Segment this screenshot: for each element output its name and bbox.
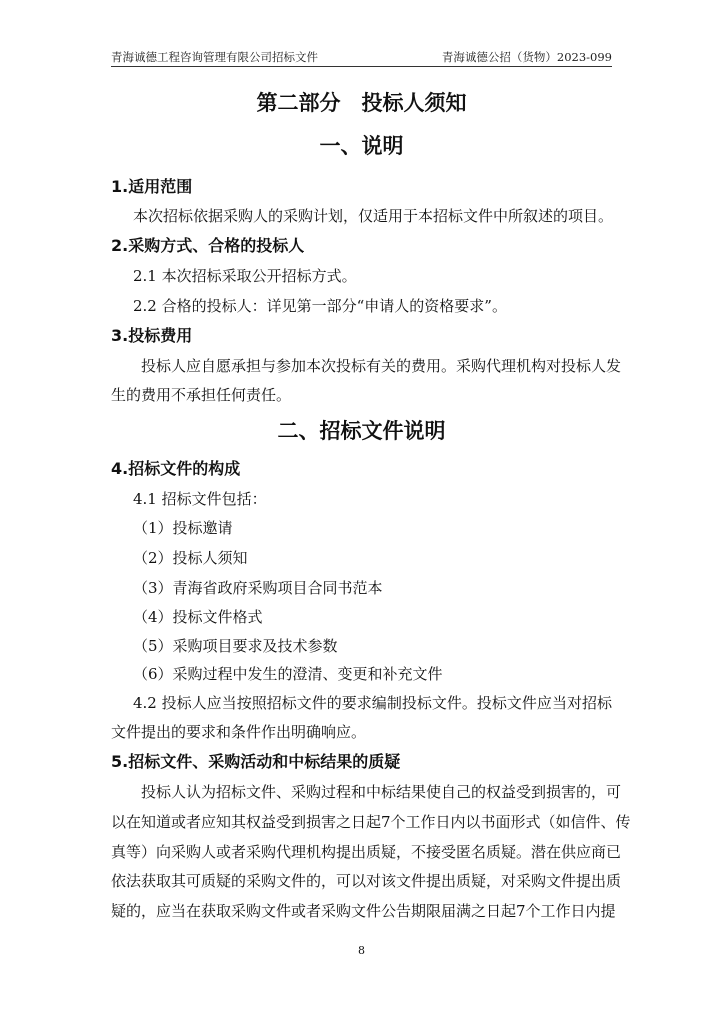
paragraph-line: 依法获取其可质疑的采购文件的，可以对该文件提出质疑，对采购文件提出质 <box>111 872 622 890</box>
part-title: 第二部分 投标人须知 <box>256 90 467 115</box>
section-title-1: 一、说明 <box>319 133 404 158</box>
heading-4: 4.招标文件的构成 <box>111 459 241 478</box>
header-company: 青海诚德工程咨询管理有限公司招标文件 <box>111 50 318 64</box>
paragraph-line: 以在知道或者应知其权益受到损害之日起7个工作日内以书面形式（如信件、传 <box>111 813 631 831</box>
paragraph-line: 疑的，应当在获取采购文件或者采购文件公告期限届满之日起7个工作日内提 <box>111 902 616 920</box>
heading-5: 5.招标文件、采购活动和中标结果的质疑 <box>111 752 401 771</box>
list-item: （6）采购过程中发生的澄清、变更和补充文件 <box>133 665 443 683</box>
paragraph-line: 投标人认为招标文件、采购过程和中标结果使自己的权益受到损害的，可 <box>141 783 622 801</box>
paragraph-line: 4.2 投标人应当按照招标文件的要求编制投标文件。投标文件应当对招标 <box>133 694 612 712</box>
paragraph: 2.1 本次招标采取公开招标方式。 <box>133 267 357 285</box>
heading-3: 3.投标费用 <box>111 326 193 345</box>
header-doc-number: 青海诚德公招（货物）2023-099 <box>441 50 612 64</box>
list-item: （1）投标邀请 <box>133 519 233 537</box>
heading-1: 1.适用范围 <box>111 177 193 196</box>
section-title-2: 二、招标文件说明 <box>277 418 446 443</box>
paragraph: 4.1 招标文件包括： <box>133 490 267 508</box>
paragraph: 本次招标依据采购人的采购计划，仅适用于本招标文件中所叙述的项目。 <box>133 207 614 225</box>
list-item: （3）青海省政府采购项目合同书范本 <box>133 579 383 597</box>
paragraph-line: 投标人应自愿承担与参加本次投标有关的费用。采购代理机构对投标人发 <box>141 357 622 375</box>
paragraph-line: 生的费用不承担任何责任。 <box>111 386 292 404</box>
paragraph-line: 文件提出的要求和条件作出明确响应。 <box>111 723 367 741</box>
paragraph: 2.2 合格的投标人：详见第一部分“申请人的资格要求”。 <box>133 297 507 315</box>
list-item: （5）采购项目要求及技术参数 <box>133 637 338 655</box>
heading-2: 2.采购方式、合格的投标人 <box>111 236 305 255</box>
page-header <box>111 48 612 67</box>
page-number: 8 <box>358 944 365 957</box>
list-item: （2）投标人须知 <box>133 549 248 567</box>
list-item: （4）投标文件格式 <box>133 608 263 626</box>
paragraph-line: 真等）向采购人或者采购代理机构提出质疑，不接受匿名质疑。潜在供应商已 <box>111 843 622 861</box>
